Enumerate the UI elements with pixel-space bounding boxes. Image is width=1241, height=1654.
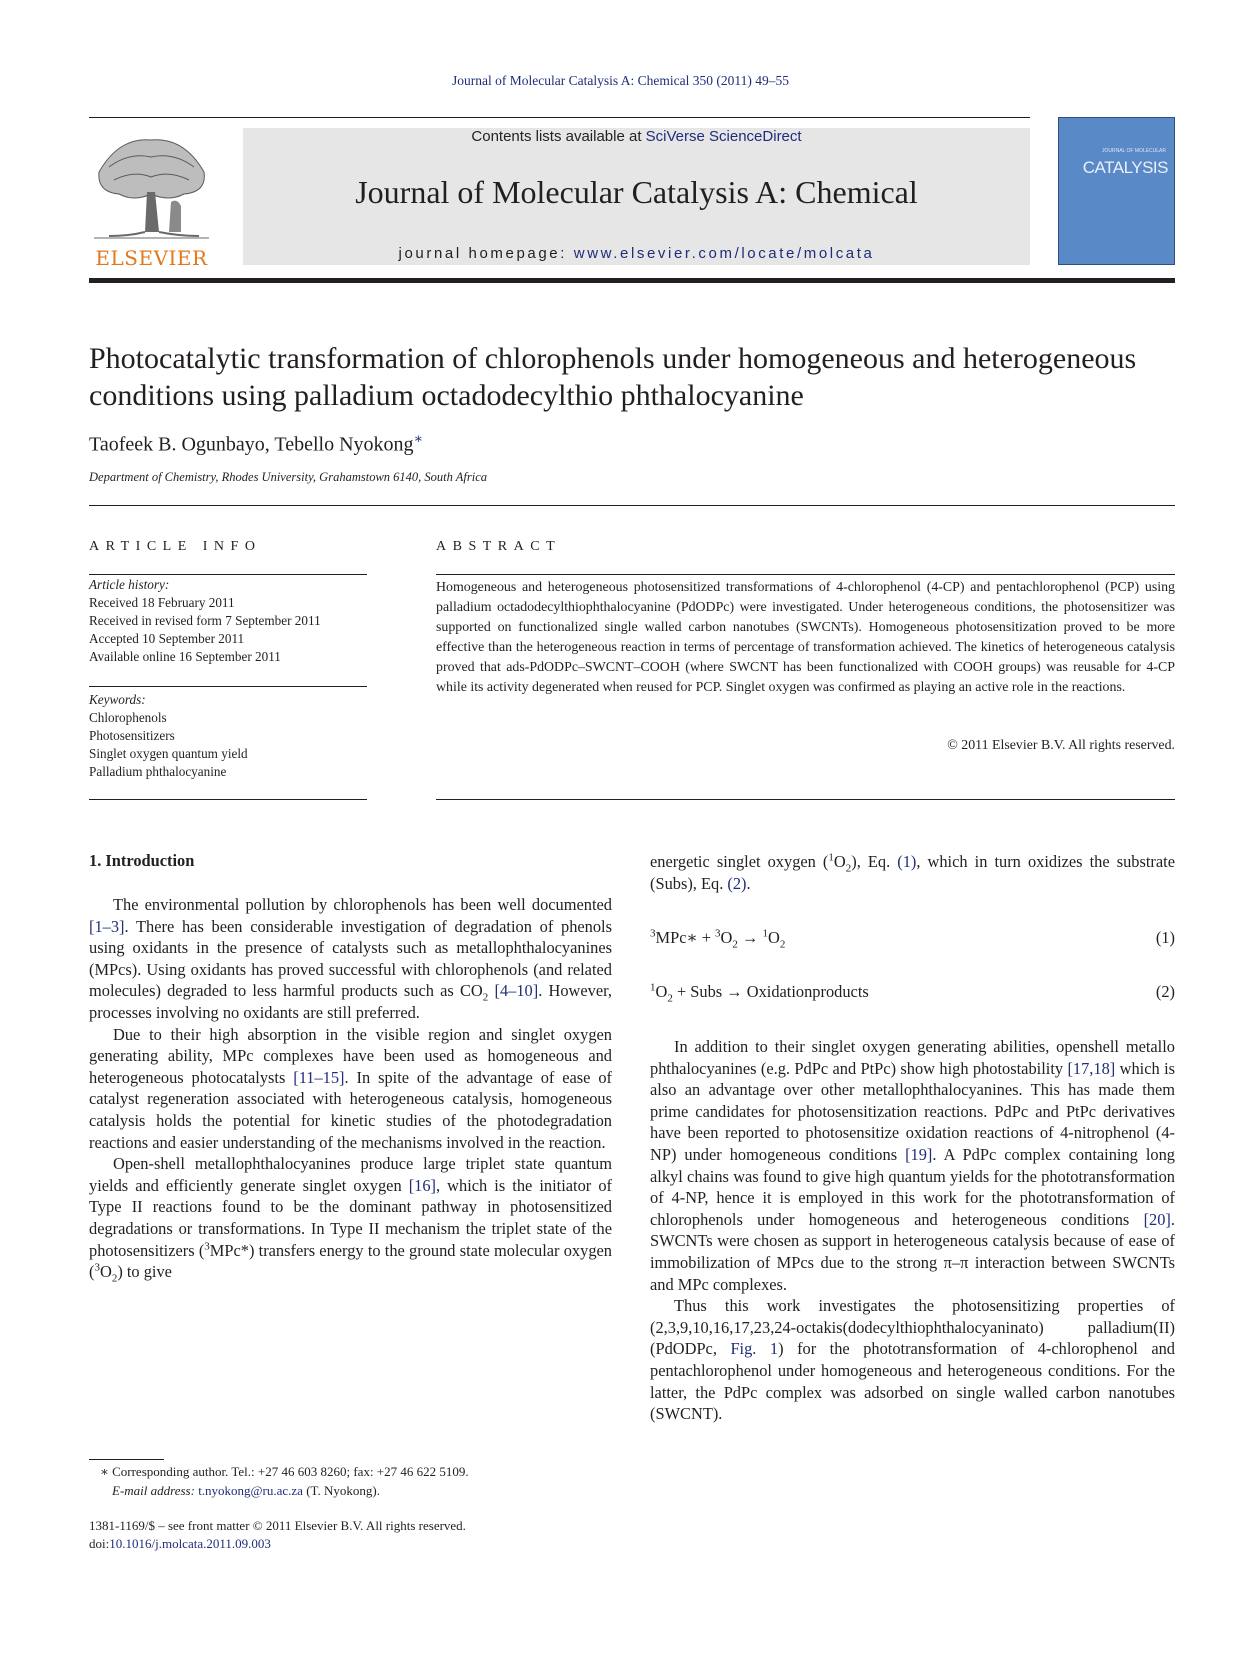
keywords — [89, 691, 248, 781]
left-column — [89, 894, 612, 1283]
author-list — [89, 431, 423, 457]
article-info-heading: ARTICLE INFO — [89, 539, 262, 554]
front-matter — [89, 1517, 466, 1553]
history-item: Received in revised form 7 September 2011 — [89, 613, 321, 628]
history-item: Accepted 10 September 2011 — [89, 631, 245, 646]
paragraph: Due to their high absorption in the visible region and singlet oxygen generating ability, MPc complexes have been used as homogeneous and heterogeneous photocatalysts [11–15]. In spite of the advantage of ease of catalyst regeneration associated with heterogeneous catalysis, homogeneous catalysis holds the potential for kinetic studies of the photodegradation reactions and easier understanding of the mechanisms involved in the reaction. — [89, 1024, 612, 1152]
cover-title: CATALYSIS — [1082, 158, 1168, 177]
paragraph: Thus this work investigates the photosensitizing properties of (2,3,9,10,16,17,23,24-octakis(dodecylthiophthalocyaninato) palladium(II) (PdODPc, Fig. 1) for the phototransformation of 4-chlorophenol and pentachlorophenol under homogeneous and heterogeneous conditions. For the latter, the PdPc complex was adsorbed on single walled carbon nanotubes (SWCNT). — [650, 1296, 1176, 1424]
doi-link[interactable]: 10.1016/j.molcata.2011.09.003 — [109, 1536, 271, 1551]
equation-number: (1) — [1155, 928, 1175, 947]
reference-link[interactable]: [4–10] — [494, 981, 539, 1001]
divider — [89, 799, 367, 800]
history-item: Available online 16 September 2011 — [89, 649, 281, 664]
reference-link[interactable]: [17,18] — [1067, 1058, 1116, 1078]
reference-link[interactable]: [20] — [1143, 1209, 1171, 1229]
keyword-item: Palladium phthalocyanine — [89, 764, 227, 779]
tree-icon — [89, 132, 214, 242]
cover-small-text: JOURNAL OF MOLECULAR — [1102, 148, 1166, 154]
keyword-item: Singlet oxygen quantum yield — [89, 746, 248, 761]
article-title: Photocatalytic transformation of chlorophenols under homogeneous and heterogeneous conditions using palladium octadodecylthio phthalocyanine — [89, 342, 1137, 412]
footnote — [100, 1462, 469, 1500]
abstract-text: Homogeneous and heterogeneous photosensitized transformations of 4-chlorophenol (4-CP) and pentachlorophenol (PCP) using palladium octadodecylthiophthalocyanine (PdODPc) were investigated. Under heterogeneous conditions, the photosensitizer was supported on functionalized single walled carbon nanotubes (SWCNTs). Homogeneous photosensitization proved to be more effective than the heterogeneous reaction in terms of percentage of transformation achieved. The kinetics of heterogeneous catalysis proved that ads-PdODPc–SWCNT–COOH (where SWCNT has been functionalized with COOH groups) was reusable for 4-CP while its activity degenerated when reused for PCP. Singlet oxygen was confirmed as playing an active role in the reactions. — [436, 580, 1175, 695]
footnote-rule — [89, 1459, 164, 1460]
paragraph: In addition to their singlet oxygen generating abilities, openshell metallo phthalocyanines (e.g. PdPc and PtPc) show high photostability [17,18] which is also an advantage over other metallophthalocyanines. This has made them prime candidates for photosensitization reactions. PdPc and PtPc derivatives have been reported to photosensitize oxidation reactions of 4-nitrophenol (4-NP) under homogeneous conditions [19]. A PdPc complex containing long alkyl chains was found to give high quantum yields for the phototransformation of 4-NP, hence it is employed in this work for the phototransformation of chlorophenols under homogeneous and heterogeneous conditions [20]. SWCNTs were chosen as support in heterogeneous catalysis because of ease of immobilization of MPcs due to the strong π–π interaction between SWCNTs and MPc complexes. — [650, 1037, 1175, 1294]
equation-2 — [650, 981, 1175, 1005]
divider — [89, 686, 367, 687]
equation-body: $^3$MPc∗ + $^3O_2 \to ^1O_2$ — [650, 927, 786, 951]
equation-link[interactable]: (1) — [897, 852, 917, 871]
header-thick-rule — [89, 278, 1175, 283]
figure-link[interactable]: Fig. 1 — [730, 1339, 779, 1359]
homepage-prefix: journal homepage: — [398, 245, 574, 262]
right-column — [650, 1036, 1175, 1425]
right-column-top — [650, 851, 1175, 894]
abstract-heading: ABSTRACT — [436, 539, 562, 554]
divider — [89, 505, 1175, 506]
homepage-link[interactable]: www.elsevier.com/locate/molcata — [573, 245, 875, 262]
corresponding-author-note: ∗ Corresponding author. Tel.: +27 46 603 8260; fax: +27 46 622 5109. — [100, 1464, 469, 1479]
paragraph: The environmental pollution by chlorophenols has been well documented [1–3]. There has been considerable investigation of degradation of phenols using oxidants in the presence of catalysts such as metallophthalocyanines (MPcs). Using oxidants has proved successful with chlorophenols (and related molecules) degraded to less harmful products such as $CO_2$ [4–10]. However, processes involving no oxidants are still preferred. — [89, 895, 613, 1022]
sciencedirect-link[interactable]: SciVerse ScienceDirect — [645, 128, 802, 145]
elsevier-logo[interactable] — [89, 132, 214, 272]
divider — [436, 799, 1175, 800]
authors-text: Taofeek B. Ogunbayo, Tebello Nyokong — [89, 433, 414, 456]
publisher-name: ELSEVIER — [95, 246, 208, 270]
reference-link[interactable]: [1–3] — [89, 916, 125, 936]
abstract-copyright: © 2011 Elsevier B.V. All rights reserved. — [947, 738, 1175, 753]
homepage-line — [243, 245, 1030, 262]
doi-line: doi:10.1016/j.molcata.2011.09.003 — [89, 1536, 271, 1551]
equation-1 — [650, 927, 1175, 951]
journal-cover-thumbnail[interactable] — [1058, 117, 1175, 265]
reference-link[interactable]: [11–15] — [293, 1067, 345, 1087]
corresponding-author-link[interactable]: ∗ — [413, 432, 424, 447]
keyword-item: Chlorophenols — [89, 710, 167, 725]
affiliation: Department of Chemistry, Rhodes University, Grahamstown 6140, South Africa — [89, 470, 488, 484]
divider — [436, 574, 1175, 575]
history-item: Received 18 February 2011 — [89, 595, 235, 610]
paragraph: energetic singlet oxygen $(^1O_2)$, Eq. (1), which in turn oxidizes the substrate (Subs), Eq. (2). — [650, 851, 1175, 893]
contents-prefix: Contents lists available at — [471, 128, 646, 145]
journal-banner — [243, 128, 1030, 265]
paragraph: Open-shell metallophthalocyanines produce large triplet state quantum yields and efficiently generate singlet oxygen [16], which is the initiator of Type II reactions found to be the dominant pathway in photosensitized degradations or transformations. In Type II mechanism the triplet state of the photosensitizers ($^3$MPc*) transfers energy to the ground state molecular oxygen $(^3O_2)$ to give — [89, 1154, 612, 1285]
journal-title: Journal of Molecular Catalysis A: Chemical — [355, 174, 918, 210]
keywords-label: Keywords: — [89, 692, 146, 707]
email-link[interactable]: t.nyokong@ru.ac.za — [198, 1483, 303, 1498]
divider — [89, 574, 367, 575]
equation-number: (2) — [1155, 982, 1175, 1001]
issn-line: 1381-1169/$ – see front matter © 2011 Elsevier B.V. All rights reserved. — [89, 1518, 466, 1533]
top-rule — [89, 117, 1030, 118]
contents-line — [243, 128, 1030, 145]
section-heading-introduction: 1. Introduction — [89, 851, 195, 870]
reference-link[interactable]: [19] — [905, 1144, 933, 1164]
keyword-item: Photosensitizers — [89, 728, 175, 743]
equation-body: $^1O_2$ + Subs → Oxidationproducts — [650, 981, 869, 1005]
email-line: E-mail address: t.nyokong@ru.ac.za (T. Nyokong). — [112, 1483, 380, 1498]
history-label: Article history: — [89, 577, 170, 592]
equation-link[interactable]: (2) — [727, 873, 747, 893]
journal-citation[interactable]: Journal of Molecular Catalysis A: Chemical 350 (2011) 49–55 — [452, 73, 789, 88]
article-history — [89, 576, 321, 666]
reference-link[interactable]: [16] — [408, 1175, 437, 1195]
